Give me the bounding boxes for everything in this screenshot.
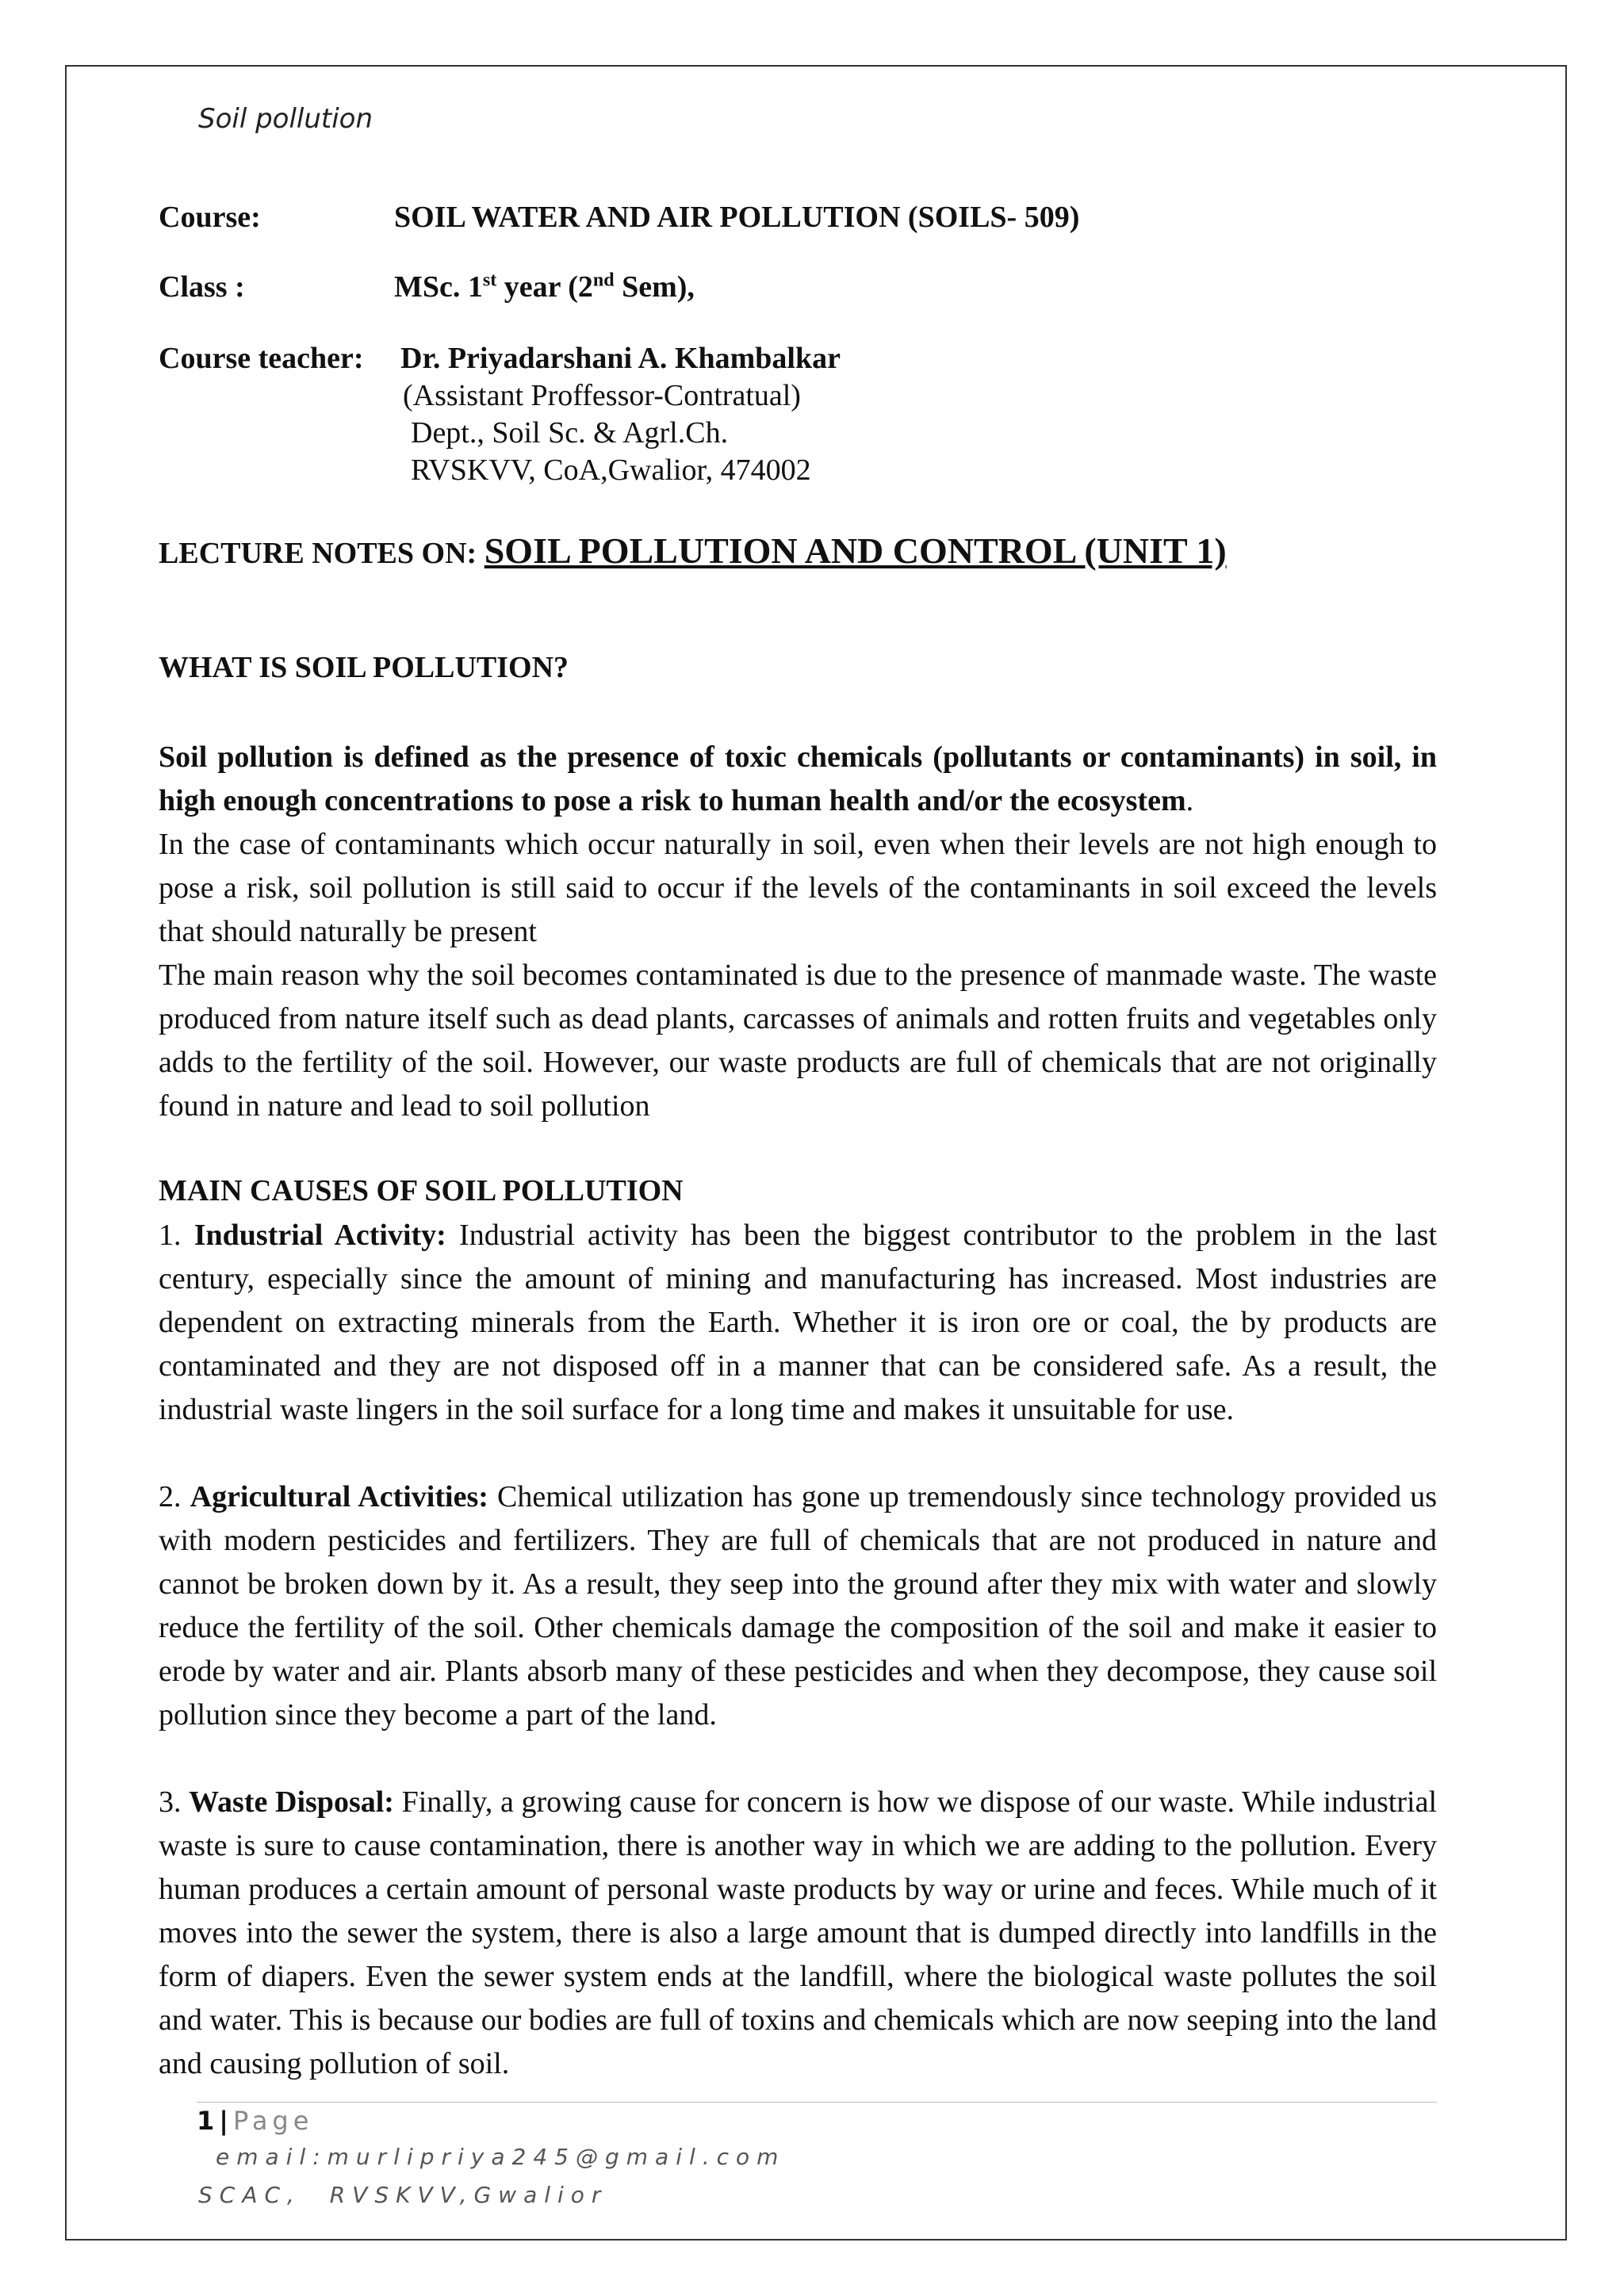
paragraph-manmade-waste: The main reason why the soil becomes contaminated is due to the presence of manmade waste. The waste produced from nature itself such as dead plants, carcasses of animals and rotten fruits and vegetables only adds to the fertility of the soil. However, our waste products are full of chemicals that are not originally found in nature and lead to soil pollution [159, 959, 1437, 1123]
definition-paragraph: Soil pollution is defined as the presence of toxic chemicals (pollutants or contaminants) in soil, in high enough concentrations to pose a risk to human health and/or the ecosystem. [159, 740, 1437, 817]
list-item: 3. Waste Disposal: Finally, a growing cause for concern is how we dispose of our waste. While industrial waste is sure to cause contamination, there is another way in which we are adding to the pollution. Every human produces a certain amount of personal waste products by way or urine and feces. While much of it moves into the sewer the system, there is also a large amount that is dumped directly into landfills in the form of diapers. Even the sewer system ends at the landfill, where the biological waste pollutes the soil and water. This is because our bodies are full of toxins and chemicals which are now seeping into the land and causing pollution of soil. [159, 1785, 1438, 2080]
lecture-topic: SOIL POLLUTION AND CONTROL (UNIT 1) [484, 530, 1227, 571]
teacher-label: Course teacher: [159, 342, 364, 375]
class-value: MSc. 1st year (2nd Sem), [394, 270, 695, 304]
teacher-address: RVSKVV, CoA,Gwalior, 474002 [411, 453, 811, 487]
page-number: 1 | Page [197, 2106, 314, 2136]
cause-title: Agricultural Activities: [190, 1480, 488, 1513]
cause-title: Waste Disposal: [189, 1785, 394, 1819]
section-heading-what-is: WHAT IS SOIL POLLUTION? [159, 651, 569, 684]
teacher-name: Dr. Priyadarshani A. Khambalkar [400, 342, 841, 375]
section-heading-main-causes: MAIN CAUSES OF SOIL POLLUTION [159, 1174, 684, 1207]
cause-title: Industrial Activity: [193, 1219, 446, 1252]
footer-email: email:murlipriya245@gmail.com [216, 2144, 786, 2170]
document-page [159, 0, 1437, 2296]
footer-organization: SCAC, RVSKVV,Gwalior [198, 2182, 608, 2208]
teacher-dept: Dept., Soil Sc. & Agrl.Ch. [411, 416, 729, 450]
course-value: SOIL WATER AND AIR POLLUTION (SOILS- 509) [394, 201, 1080, 234]
list-item: 1. Industrial Activity: Industrial activity has been the biggest contributor to the problem in the last century, especially since the amount of mining and manufacturing has increased. Most industries are dependent on extracting minerals from the Earth. Whether it is iron ore or coal, the by products are contaminated and they are not disposed off in a manner that can be considered safe. As a result, the industrial waste lingers in the soil surface for a long time and makes it unsuitable for use. [159, 1219, 1438, 1426]
lecture-title [159, 530, 1227, 572]
list-item: 2. Agricultural Activities: Chemical utilization has gone up tremendously since technology provided us with modern pesticides and fertilizers. They are full of chemicals that are not produced in nature and cannot be broken down by it. As a result, they seep into the ground after they mix with water and slowly reduce the fertility of the soil. Other chemicals damage the composition of the soil and make it easier to erode by water and air. Plants absorb many of these pesticides and when they decompose, they cause soil pollution since they become a part of the land. [159, 1480, 1437, 1732]
teacher-designation: (Assistant Proffessor-Contratual) [403, 379, 801, 412]
paragraph-natural-contaminants: In the case of contaminants which occur naturally in soil, even when their levels are not high enough to pose a risk, soil pollution is still said to occur if the levels of the contaminants in soil exceed the levels that should naturally be present [159, 828, 1437, 948]
course-label: Course: [159, 201, 261, 234]
lecture-prefix: LECTURE NOTES ON: [159, 537, 485, 570]
footer-divider [197, 2102, 1437, 2103]
class-label: Class : [159, 270, 245, 304]
running-header: Soil pollution [198, 103, 373, 135]
